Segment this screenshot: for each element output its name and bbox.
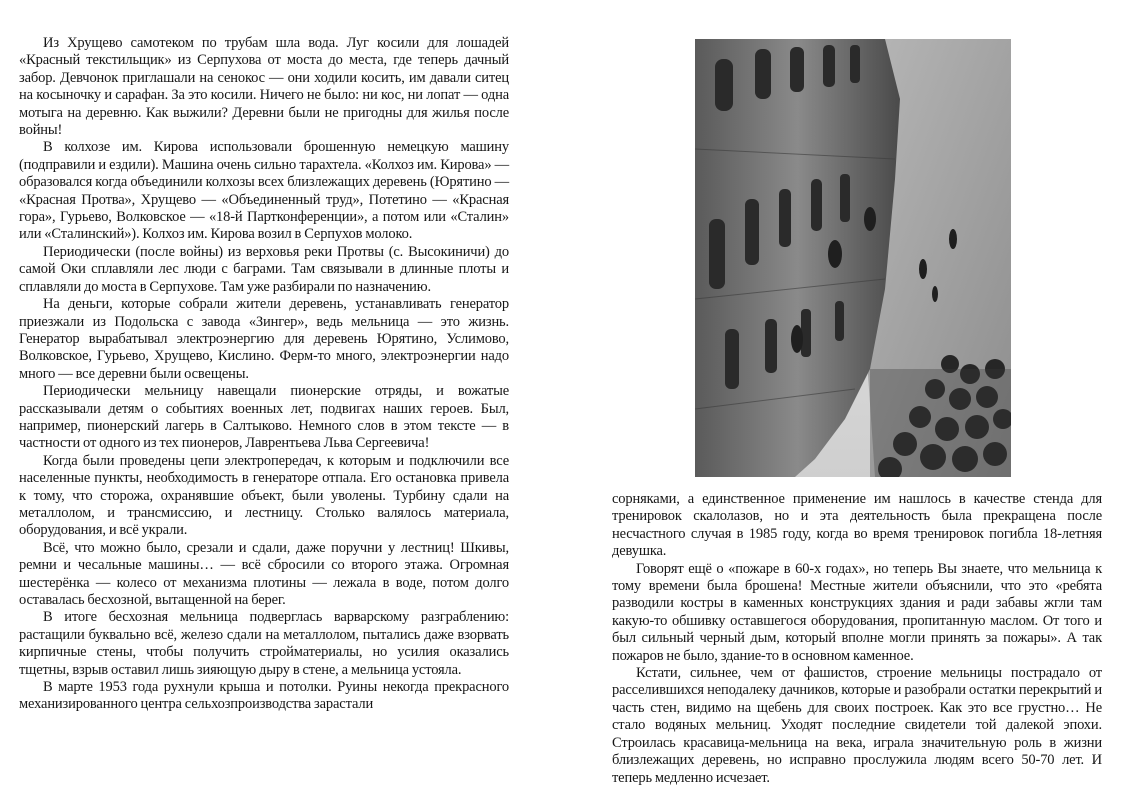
paragraph: На деньги, которые собрали жители деревень, устанавливать генератор приезжали из Подольска с завода «Зингер», ведь мельница — это жизнь. Генератор вырабатывал электроэнергию для деревень Юрятино, Услимово, Волковское, Гурьево, Хрущево, Кислино. Ферм-то много, электроэнергии надо много — все деревни были освещены. <box>19 296 509 382</box>
paragraph: Периодически мельницу навещали пионерские отряды, и вожатые рассказывали детям о событиях военных лет, подвигах наших героев. Был, например, пионерский лагерь в Салтыково. Немного слов в этом тексте — в частности от одного из тех пионеров, Лаврентьева Льва Сергеевича! <box>19 383 509 452</box>
mill-ruins-photo <box>695 39 1011 477</box>
paragraph: В итоге бесхозная мельница подверглась варварскому разграблению: растащили буквально всё, железо сдали на металлолом, пытались даже взорвать кирпичные стены, чтобы получить стройматериалы, но усилия оказались тщетны, взрыв оставил лишь зияющую дыру в стене, а мельница устояла. <box>19 609 509 678</box>
right-text-column <box>612 491 1102 787</box>
paragraph: Говорят ещё о «пожаре в 60-х годах», но теперь Вы знаете, что мельница к тому времени была брошена! Местные жители объяснили, что это «ребята разводили костры в каменных конструкциях здания и ради забавы жгли там какую-то обшивку оставшегося оборудования, пропитанную маслом. От того и был сильный черный дым, который вполне могли принять за пожары». А так пожаров не было, здание-то в основном каменное. <box>612 560 1102 664</box>
paragraph: В марте 1953 года рухнули крыша и потолки. Руины некогда прекрасного механизированного центра сельхозпроизводства зарастали <box>19 679 509 713</box>
paragraph: В колхозе им. Кирова использовали брошенную немецкую машину (подправили и ездили). Машина очень сильно тарахтела. «Колхоз им. Кирова» — образовался когда объединили колхозы всех близлежащих деревень (Юрятино — «Красная Протва», Хрущево — «Объединенный труд», Потетино — «Красная гора», Гурьево, Волковское — «18-й Партконференции», а потом или «Сталин» или «Сталинский»). Колхоз им. Кирова возил в Серпухов молоко. <box>19 139 509 243</box>
paragraph: Когда были проведены цепи электропередач, к которым и подключили все населенные пункты, необходимость в генераторе отпала. Его остановка привела к тому, что сторожа, охранявшие объект, были уволены. Турбину сдали на металлолом, и трансмиссию, и лестницу. Столько валялось материала, оборудования, и всё украли. <box>19 452 509 539</box>
paragraph: Кстати, сильнее, чем от фашистов, строение мельницы пострадало от расселившихся неподалеку дачников, которые и разобрали остатки перекрытий и часть стен, видимо на щебень для своих построек. Как это все грустно… Не стало водяных мельниц. Уходят последние свидетели той далекой эпохи. Строилась красавица-мельница на века, играла значительную роль в жизни близлежащих деревень, но исправно прослужила людям всего 50-70 лет. И теперь медленно исчезает. <box>612 665 1102 786</box>
left-text-column <box>19 35 509 714</box>
paragraph: сорняками, а единственное применение им нашлось в качестве стенда для тренировок скалолазов, но и эта деятельность была прекращена после несчастного случая в 1985 году, когда во время тренировок погибла 18-летняя девушка. <box>612 491 1102 560</box>
paragraph: Периодически (после войны) из верховья реки Протвы (с. Высокиничи) до самой Оки сплавляли лес люди с баграми. Там связывали в длинные плоты и сплавляли до моста в Серпухове. Там уже разбирали по назначению. <box>19 243 509 295</box>
paragraph: Из Хрущево самотеком по трубам шла вода. Луг косили для лошадей «Красный текстильщик» из Серпухова от моста до места, где теперь дачный забор. Девчонок приглашали на сенокос — они ходили косить, им давали ситец на косыночку и сарафан. За это косили. Ничего не было: ни кос, ни лопат — одна мотыга на деревню. Как выжили? Деревни были не пригодны для жилья после войны! <box>19 35 509 139</box>
paragraph: Всё, что можно было, срезали и сдали, даже поручни у лестниц! Шкивы, ремни и чесальные машины… — всё сбросили со второго этажа. Огромная шестерёнка — колесо от механизма плотины — лежала в воде, потом долго оставалась бесхозной, вытащенной на берег. <box>19 539 509 608</box>
